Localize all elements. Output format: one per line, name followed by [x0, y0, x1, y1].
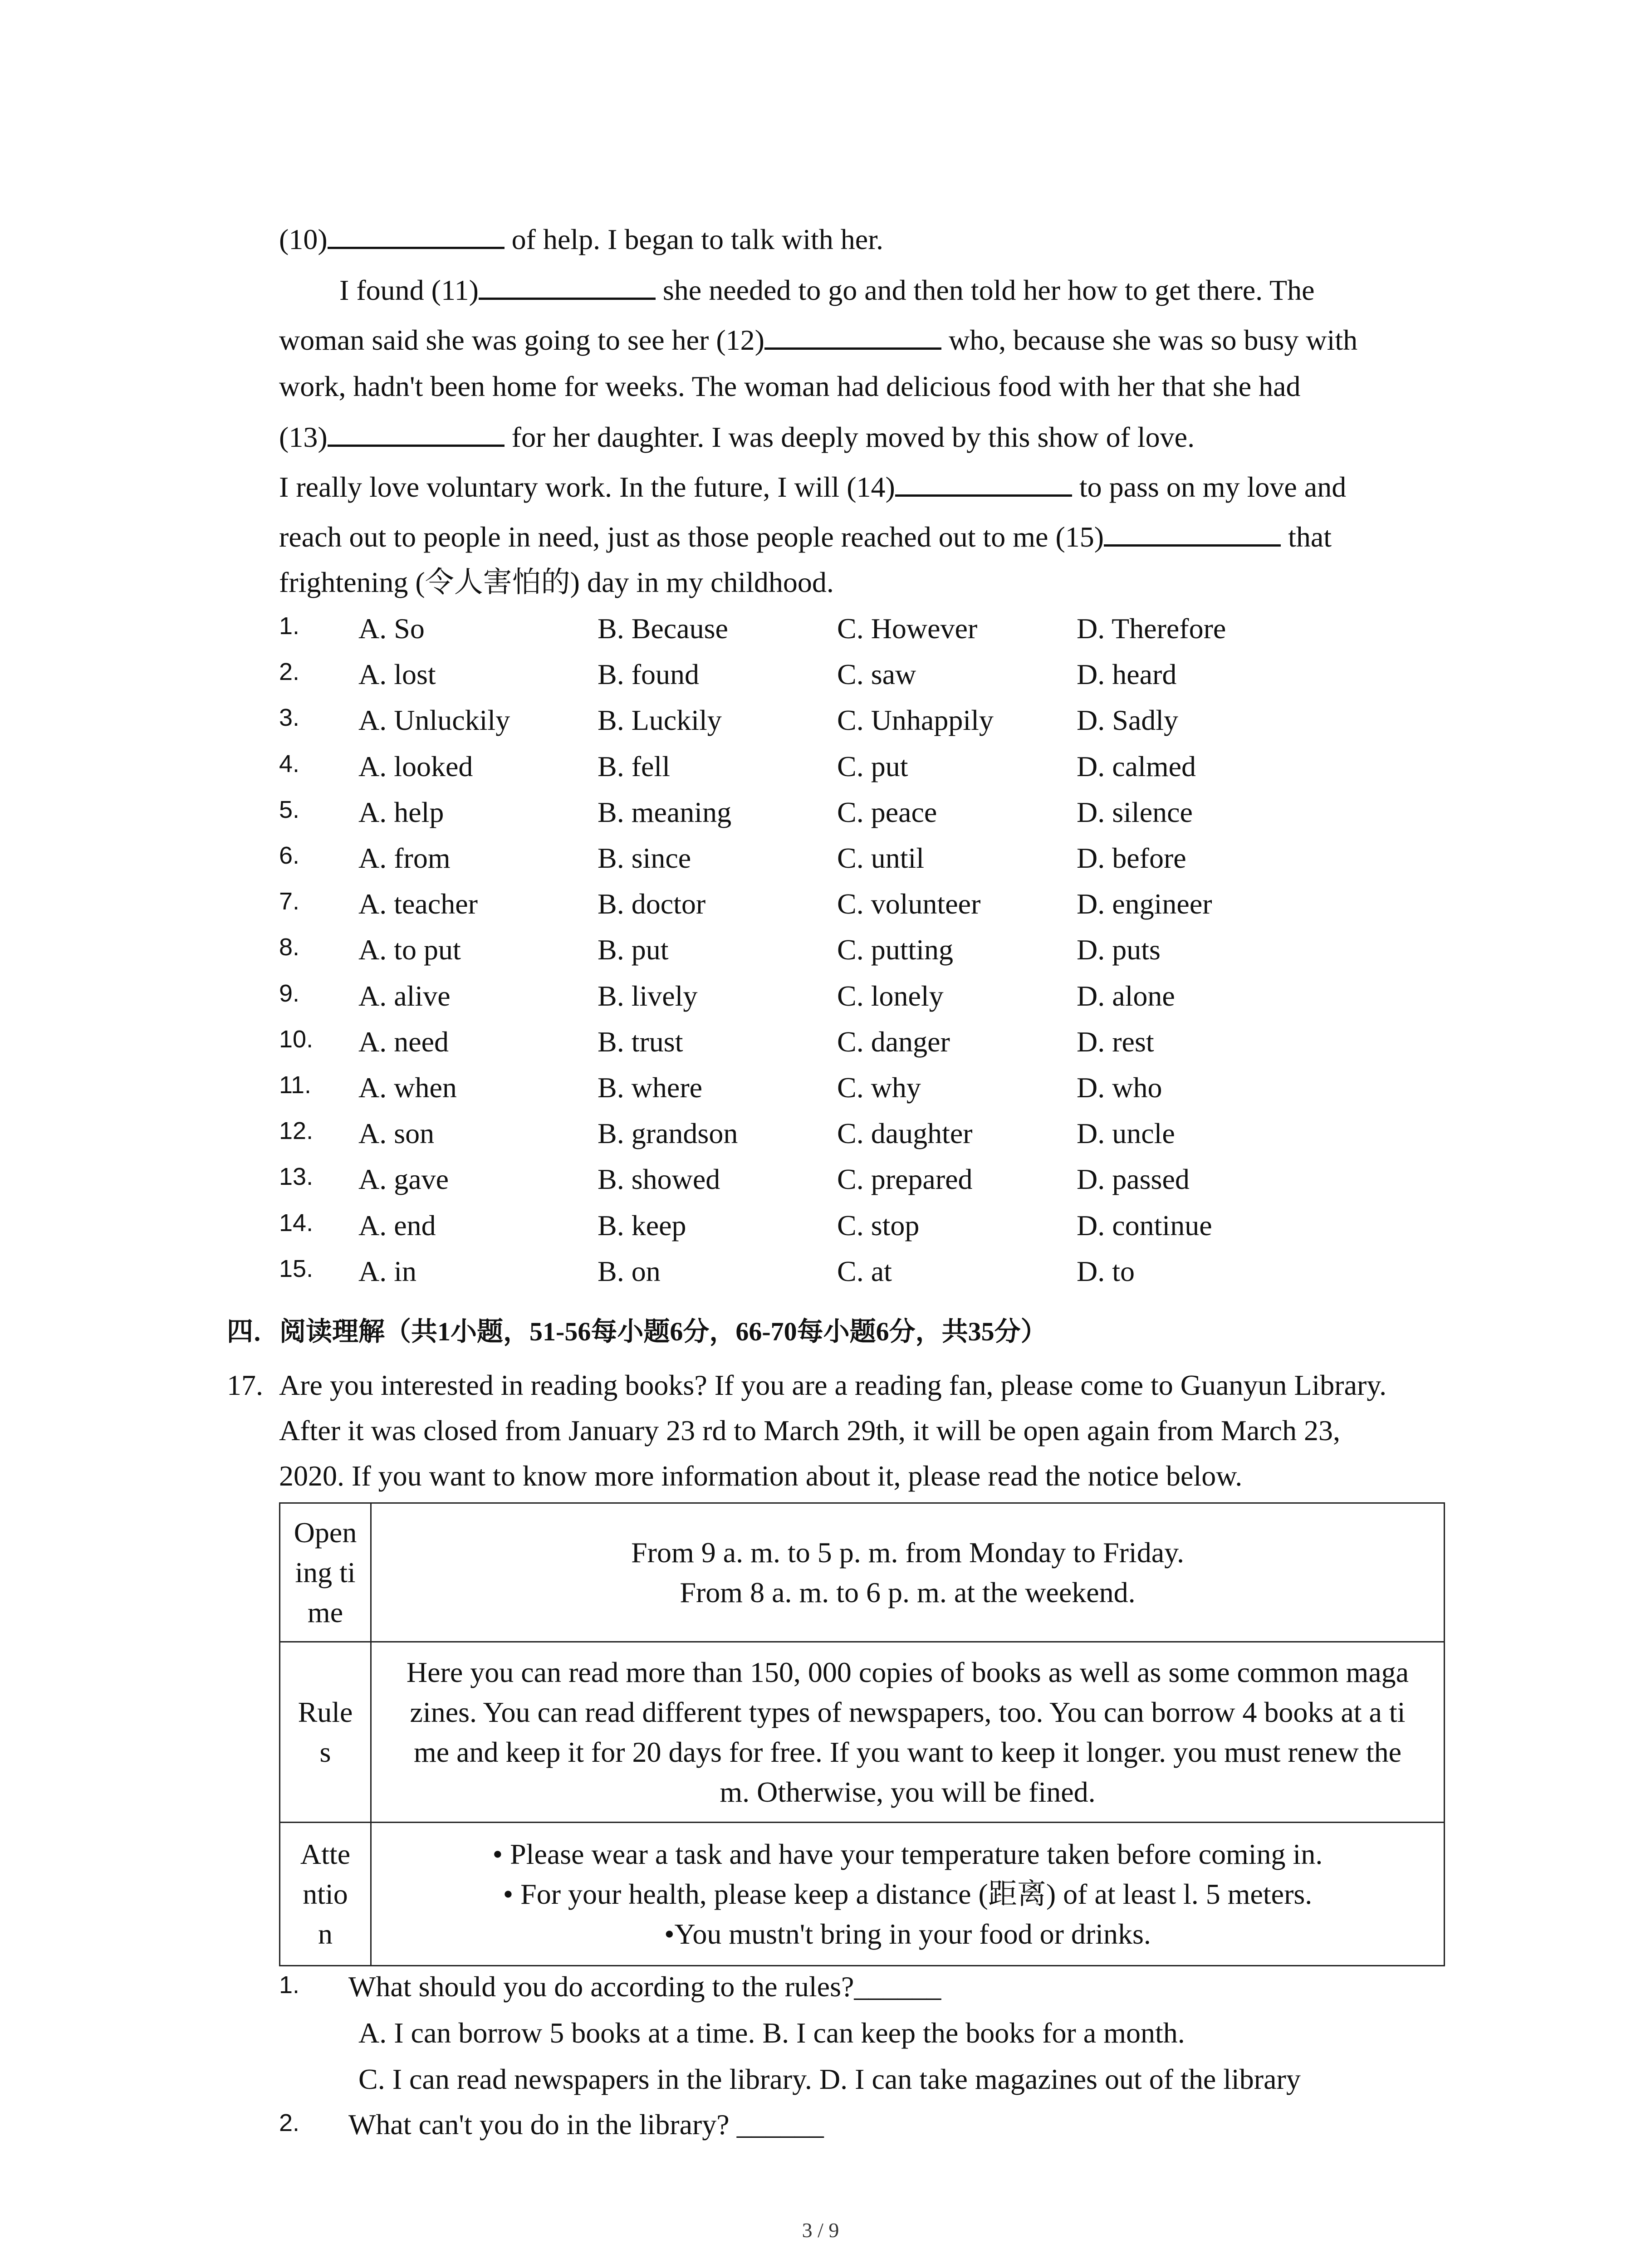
- passage-line-11: [339, 271, 1315, 308]
- table-row-attention: [280, 1823, 1445, 1966]
- question-number: 2.: [279, 658, 300, 686]
- option-b: B. since: [598, 842, 691, 874]
- option-a: A. help: [358, 796, 444, 828]
- option-d: D. calmed: [1077, 750, 1196, 782]
- question-number: 6.: [279, 842, 300, 869]
- question-number: 12.: [279, 1117, 314, 1145]
- option-a: A. son: [358, 1117, 435, 1150]
- option-b: B. doctor: [598, 888, 706, 920]
- label-part: n: [318, 1917, 333, 1950]
- option-d: D. to: [1077, 1255, 1135, 1287]
- blank-14: [895, 468, 1072, 497]
- library-notice-table: [279, 1502, 1445, 1966]
- opening-hours-weekday: From 9 a. m. to 5 p. m. from Monday to Friday.: [631, 1536, 1184, 1569]
- question-number: 7.: [279, 888, 300, 915]
- option-c: C. prepared: [837, 1163, 973, 1196]
- subquestion-number: 1.: [279, 1971, 300, 1999]
- passage-line: work, hadn't been home for weeks. The woman had delicious food with her that she had: [279, 370, 1301, 402]
- rules-line: zines. You can read different types of newspapers, too. You can borrow 4 books at a ti: [410, 1696, 1406, 1728]
- option-b: B. grandson: [598, 1117, 738, 1150]
- option-d: D. Sadly: [1077, 704, 1178, 737]
- option-c: C. putting: [837, 934, 954, 966]
- subquestion-number: 2.: [279, 2109, 300, 2136]
- option-b: B. where: [598, 1071, 703, 1104]
- blank-label-13: (13): [279, 421, 328, 453]
- option-a: A. from: [358, 842, 451, 874]
- option-b: B. on: [598, 1255, 661, 1287]
- passage-line-13: [279, 418, 1195, 455]
- option-d: D. Therefore: [1077, 612, 1226, 645]
- subquestion-text: What can't you do in the library? ______: [348, 2108, 824, 2141]
- option-d: D. heard: [1077, 658, 1177, 691]
- option-a: A. lost: [358, 658, 436, 691]
- passage-text: of help. I began to talk with her.: [504, 223, 883, 255]
- option-a: A. Unluckily: [358, 704, 510, 737]
- question-number: 5.: [279, 796, 300, 823]
- label-part: Open: [294, 1516, 357, 1549]
- option-d: D. silence: [1077, 796, 1193, 828]
- label-part: Atte: [300, 1838, 351, 1870]
- option-c: C. stop: [837, 1209, 920, 1242]
- attention-line: • Please wear a task and have your temperature taken before coming in.: [492, 1838, 1323, 1870]
- blank-10: [328, 220, 505, 249]
- opening-hours-weekend: From 8 a. m. to 6 p. m. at the weekend.: [680, 1576, 1136, 1608]
- question-number: 9.: [279, 979, 300, 1007]
- page-number: 3 / 9: [802, 2219, 839, 2242]
- rules-line: m. Otherwise, you will be fined.: [720, 1775, 1096, 1808]
- blank-13: [328, 418, 505, 447]
- passage-text: for her daughter. I was deeply moved by this show of love.: [504, 421, 1195, 453]
- question-intro-line: Are you interested in reading books? If you are a reading fan, please come to Guanyun Library.: [279, 1369, 1387, 1401]
- option-b: B. found: [598, 658, 699, 691]
- option-d: D. puts: [1077, 934, 1161, 966]
- opening-time-content: [371, 1503, 1445, 1642]
- passage-text: to pass on my love and: [1072, 471, 1347, 503]
- option-d: D. rest: [1077, 1025, 1154, 1058]
- attention-line: • For your health, please keep a distance (距离) of at least l. 5 meters.: [503, 1877, 1313, 1910]
- option-c: C. saw: [837, 658, 916, 691]
- option-c: C. volunteer: [837, 888, 981, 920]
- option-c: C. However: [837, 612, 978, 645]
- option-a: A. when: [358, 1071, 457, 1104]
- option-c: C. daughter: [837, 1117, 973, 1150]
- option-a: A. end: [358, 1209, 436, 1242]
- question-number: 1.: [279, 612, 300, 640]
- passage-line-14: [279, 468, 1346, 505]
- table-row-opening-time: [280, 1503, 1445, 1642]
- option-d: D. alone: [1077, 979, 1175, 1012]
- question-number: 17.: [227, 1369, 263, 1401]
- option-b: B. trust: [598, 1025, 683, 1058]
- option-a: A. in: [358, 1255, 416, 1287]
- passage-text: that: [1281, 521, 1332, 553]
- blank-15: [1104, 518, 1281, 547]
- option-a: A. teacher: [358, 888, 478, 920]
- blank-11: [479, 271, 656, 300]
- question-number: 3.: [279, 704, 300, 732]
- option-d: D. passed: [1077, 1163, 1190, 1196]
- rules-label: [280, 1642, 371, 1823]
- rules-content: [371, 1642, 1445, 1823]
- label-part: ing ti: [295, 1556, 356, 1589]
- option-c: C. at: [837, 1255, 892, 1287]
- option-c: C. why: [837, 1071, 921, 1104]
- question-number: 10.: [279, 1025, 314, 1053]
- option-d: D. uncle: [1077, 1117, 1175, 1150]
- blank-label-10: (10): [279, 223, 328, 255]
- passage-line-10: [279, 220, 883, 258]
- option-a: A. to put: [358, 934, 461, 966]
- option-c: C. Unhappily: [837, 704, 994, 737]
- passage-text: she needed to go and then told her how to get there. The: [655, 274, 1315, 306]
- option-b: B. put: [598, 934, 669, 966]
- label-part: s: [319, 1735, 331, 1768]
- option-a: A. So: [358, 612, 425, 645]
- option-a: A. alive: [358, 979, 451, 1012]
- question-number: 4.: [279, 750, 300, 777]
- option-b: B. keep: [598, 1209, 686, 1242]
- passage-line: frightening (令人害怕的) day in my childhood.: [279, 566, 834, 598]
- blank-12: [764, 321, 941, 350]
- rules-line: Here you can read more than 150, 000 copies of books as well as some common maga: [406, 1656, 1409, 1688]
- option-b: B. lively: [598, 979, 698, 1012]
- question-number: 8.: [279, 934, 300, 961]
- option-c: C. lonely: [837, 979, 944, 1012]
- blank-label-11: I found (11): [339, 274, 479, 306]
- passage-line-12: [279, 321, 1357, 358]
- question-number: 15.: [279, 1255, 314, 1282]
- question-intro-line: After it was closed from January 23 rd to March 29th, it will be open again from March 23,: [279, 1414, 1340, 1447]
- passage-text: who, because she was so busy with: [941, 324, 1358, 356]
- option-d: D. engineer: [1077, 888, 1212, 920]
- blank-label-14: I really love voluntary work. In the future, I will (14): [279, 471, 895, 503]
- option-c: C. danger: [837, 1025, 950, 1058]
- option-b: B. Luckily: [598, 704, 722, 737]
- option-c: C. put: [837, 750, 908, 782]
- blank-label-12: woman said she was going to see her (12): [279, 324, 764, 356]
- blank-label-15: reach out to people in need, just as those people reached out to me (15): [279, 521, 1104, 553]
- option-c: C. until: [837, 842, 925, 874]
- label-part: me: [307, 1596, 343, 1628]
- answer-options-ab: A. I can borrow 5 books at a time. B. I can keep the books for a month.: [358, 2017, 1185, 2049]
- attention-content: [371, 1823, 1445, 1966]
- option-b: B. Because: [598, 612, 728, 645]
- subquestion-text: What should you do according to the rules?______: [348, 1970, 941, 2003]
- rules-line: me and keep it for 20 days for free. If you want to keep it longer. you must renew the: [413, 1735, 1402, 1768]
- option-a: A. need: [358, 1025, 449, 1058]
- attention-label: [280, 1823, 371, 1966]
- passage-line-15: [279, 518, 1332, 555]
- answer-options-cd: C. I can read newspapers in the library. D. I can take magazines out of the library: [358, 2063, 1301, 2095]
- label-part: ntio: [303, 1877, 348, 1910]
- section-heading: 四．阅读理解（共1小题，51-56每小题6分，66-70每小题6分，共35分）: [227, 1317, 1047, 1346]
- option-b: B. meaning: [598, 796, 732, 828]
- option-b: B. showed: [598, 1163, 720, 1196]
- option-d: D. before: [1077, 842, 1186, 874]
- question-number: 13.: [279, 1163, 314, 1191]
- question-number: 14.: [279, 1209, 314, 1237]
- opening-time-label: [280, 1503, 371, 1642]
- option-d: D. continue: [1077, 1209, 1212, 1242]
- attention-line: •You mustn't bring in your food or drinks.: [664, 1917, 1151, 1950]
- label-part: Rule: [298, 1696, 353, 1728]
- option-b: B. fell: [598, 750, 670, 782]
- option-c: C. peace: [837, 796, 937, 828]
- option-d: D. who: [1077, 1071, 1162, 1104]
- option-a: A. looked: [358, 750, 473, 782]
- option-a: A. gave: [358, 1163, 449, 1196]
- table-row-rules: [280, 1642, 1445, 1823]
- question-number: 11.: [279, 1071, 312, 1099]
- question-intro-line: 2020. If you want to know more information about it, please read the notice below.: [279, 1460, 1243, 1492]
